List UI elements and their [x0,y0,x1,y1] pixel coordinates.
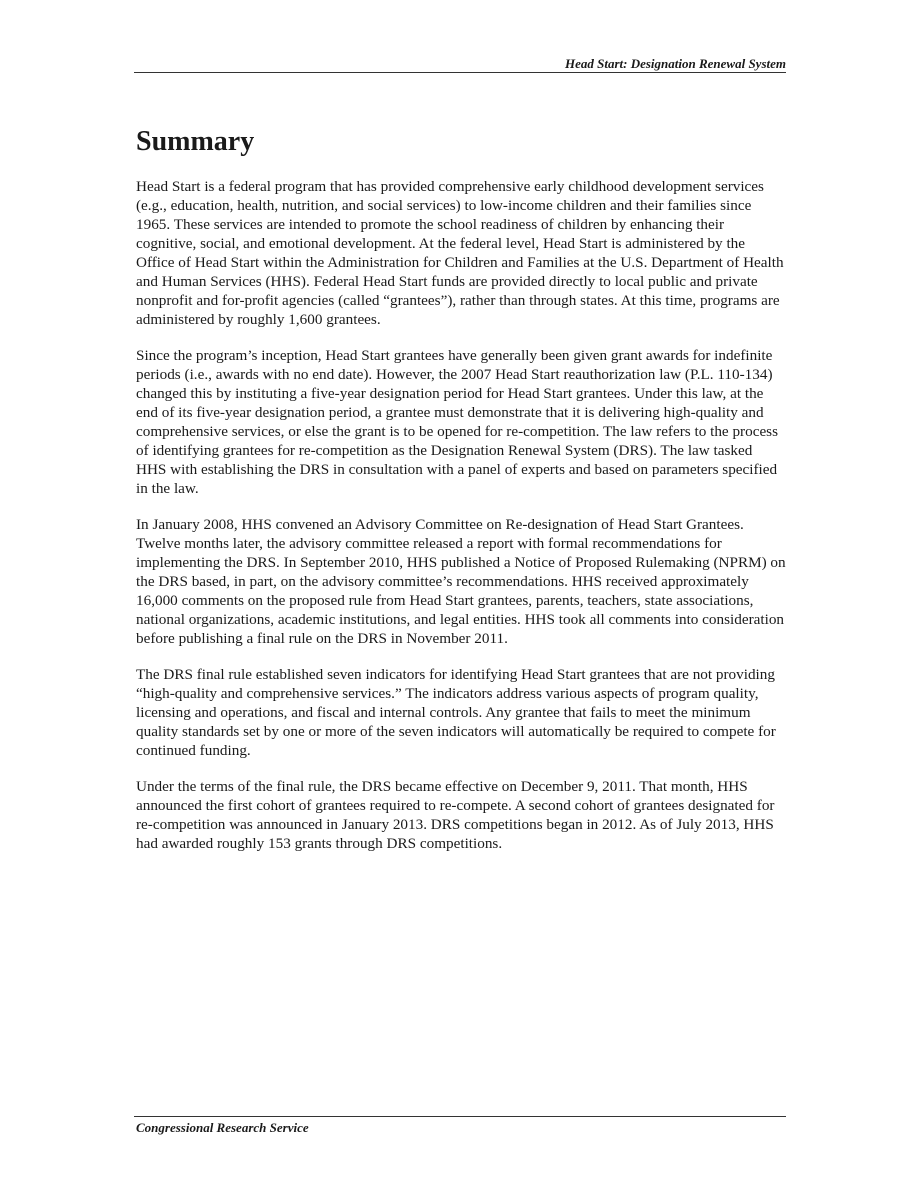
footer-divider [134,1116,786,1117]
header-divider [134,72,786,73]
running-header: Head Start: Designation Renewal System [564,56,786,71]
paragraph: The DRS final rule established seven indicators for identifying Head Start grantees that are not providing “high-quality and comprehensive services.” The indicators address various aspects of program quality, licensing and operations, and fiscal and internal controls. Any grantee that fails to meet the minimum quality standards set by one or more of the seven indicators will automatically be required to compete for continued funding. [136,666,776,759]
paragraph: Head Start is a federal program that has provided comprehensive early childhood development services (e.g., education, health, nutrition, and social services) to low-income children and their families since 1965. These services are intended to promote the school readiness of children by enhancing their cognitive, social, and emotional development. At the federal level, Head Start is administered by the Office of Head Start within the Administration for Children and Families at the U.S. Department of Health and Human Services (HHS). Federal Head Start funds are provided directly to local public and private nonprofit and for-profit agencies (called “grantees”), rather than through states. At this time, programs are administered by roughly 1,600 grantees. [136,178,784,328]
summary-body [136,177,786,870]
page-title: Summary [136,126,255,157]
paragraph: In January 2008, HHS convened an Advisory Committee on Re-designation of Head Start Grantees. Twelve months later, the advisory committee released a report with formal recommendations for implementing the DRS. In September 2010, HHS published a Notice of Proposed Rulemaking (NPRM) on the DRS based, in part, on the advisory committee’s recommendations. HHS received approximately 16,000 comments on the proposed rule from Head Start grantees, parents, teachers, state associations, national organizations, academic institutions, and legal entities. HHS took all comments into consideration before publishing a final rule on the DRS in November 2011. [136,516,786,647]
paragraph: Under the terms of the final rule, the DRS became effective on December 9, 2011. That month, HHS announced the first cohort of grantees required to re-compete. A second cohort of grantees designated for re-competition was announced in January 2013. DRS competitions began in 2012. As of July 2013, HHS had awarded roughly 153 grants through DRS competitions. [136,778,775,852]
footer-publisher: Congressional Research Service [136,1120,309,1135]
paragraph: Since the program’s inception, Head Start grantees have generally been given grant awards for indefinite periods (i.e., awards with no end date). However, the 2007 Head Start reauthorization law (P.L. 110-134) changed this by instituting a five-year designation period for Head Start grantees. Under this law, at the end of its five-year designation period, a grantee must demonstrate that it is delivering high-quality and comprehensive services, or else the grant is to be opened for re-competition. The law refers to the process of identifying grantees for re-competition as the Designation Renewal System (DRS). The law tasked HHS with establishing the DRS in consultation with a panel of experts and based on parameters specified in the law. [136,347,779,497]
